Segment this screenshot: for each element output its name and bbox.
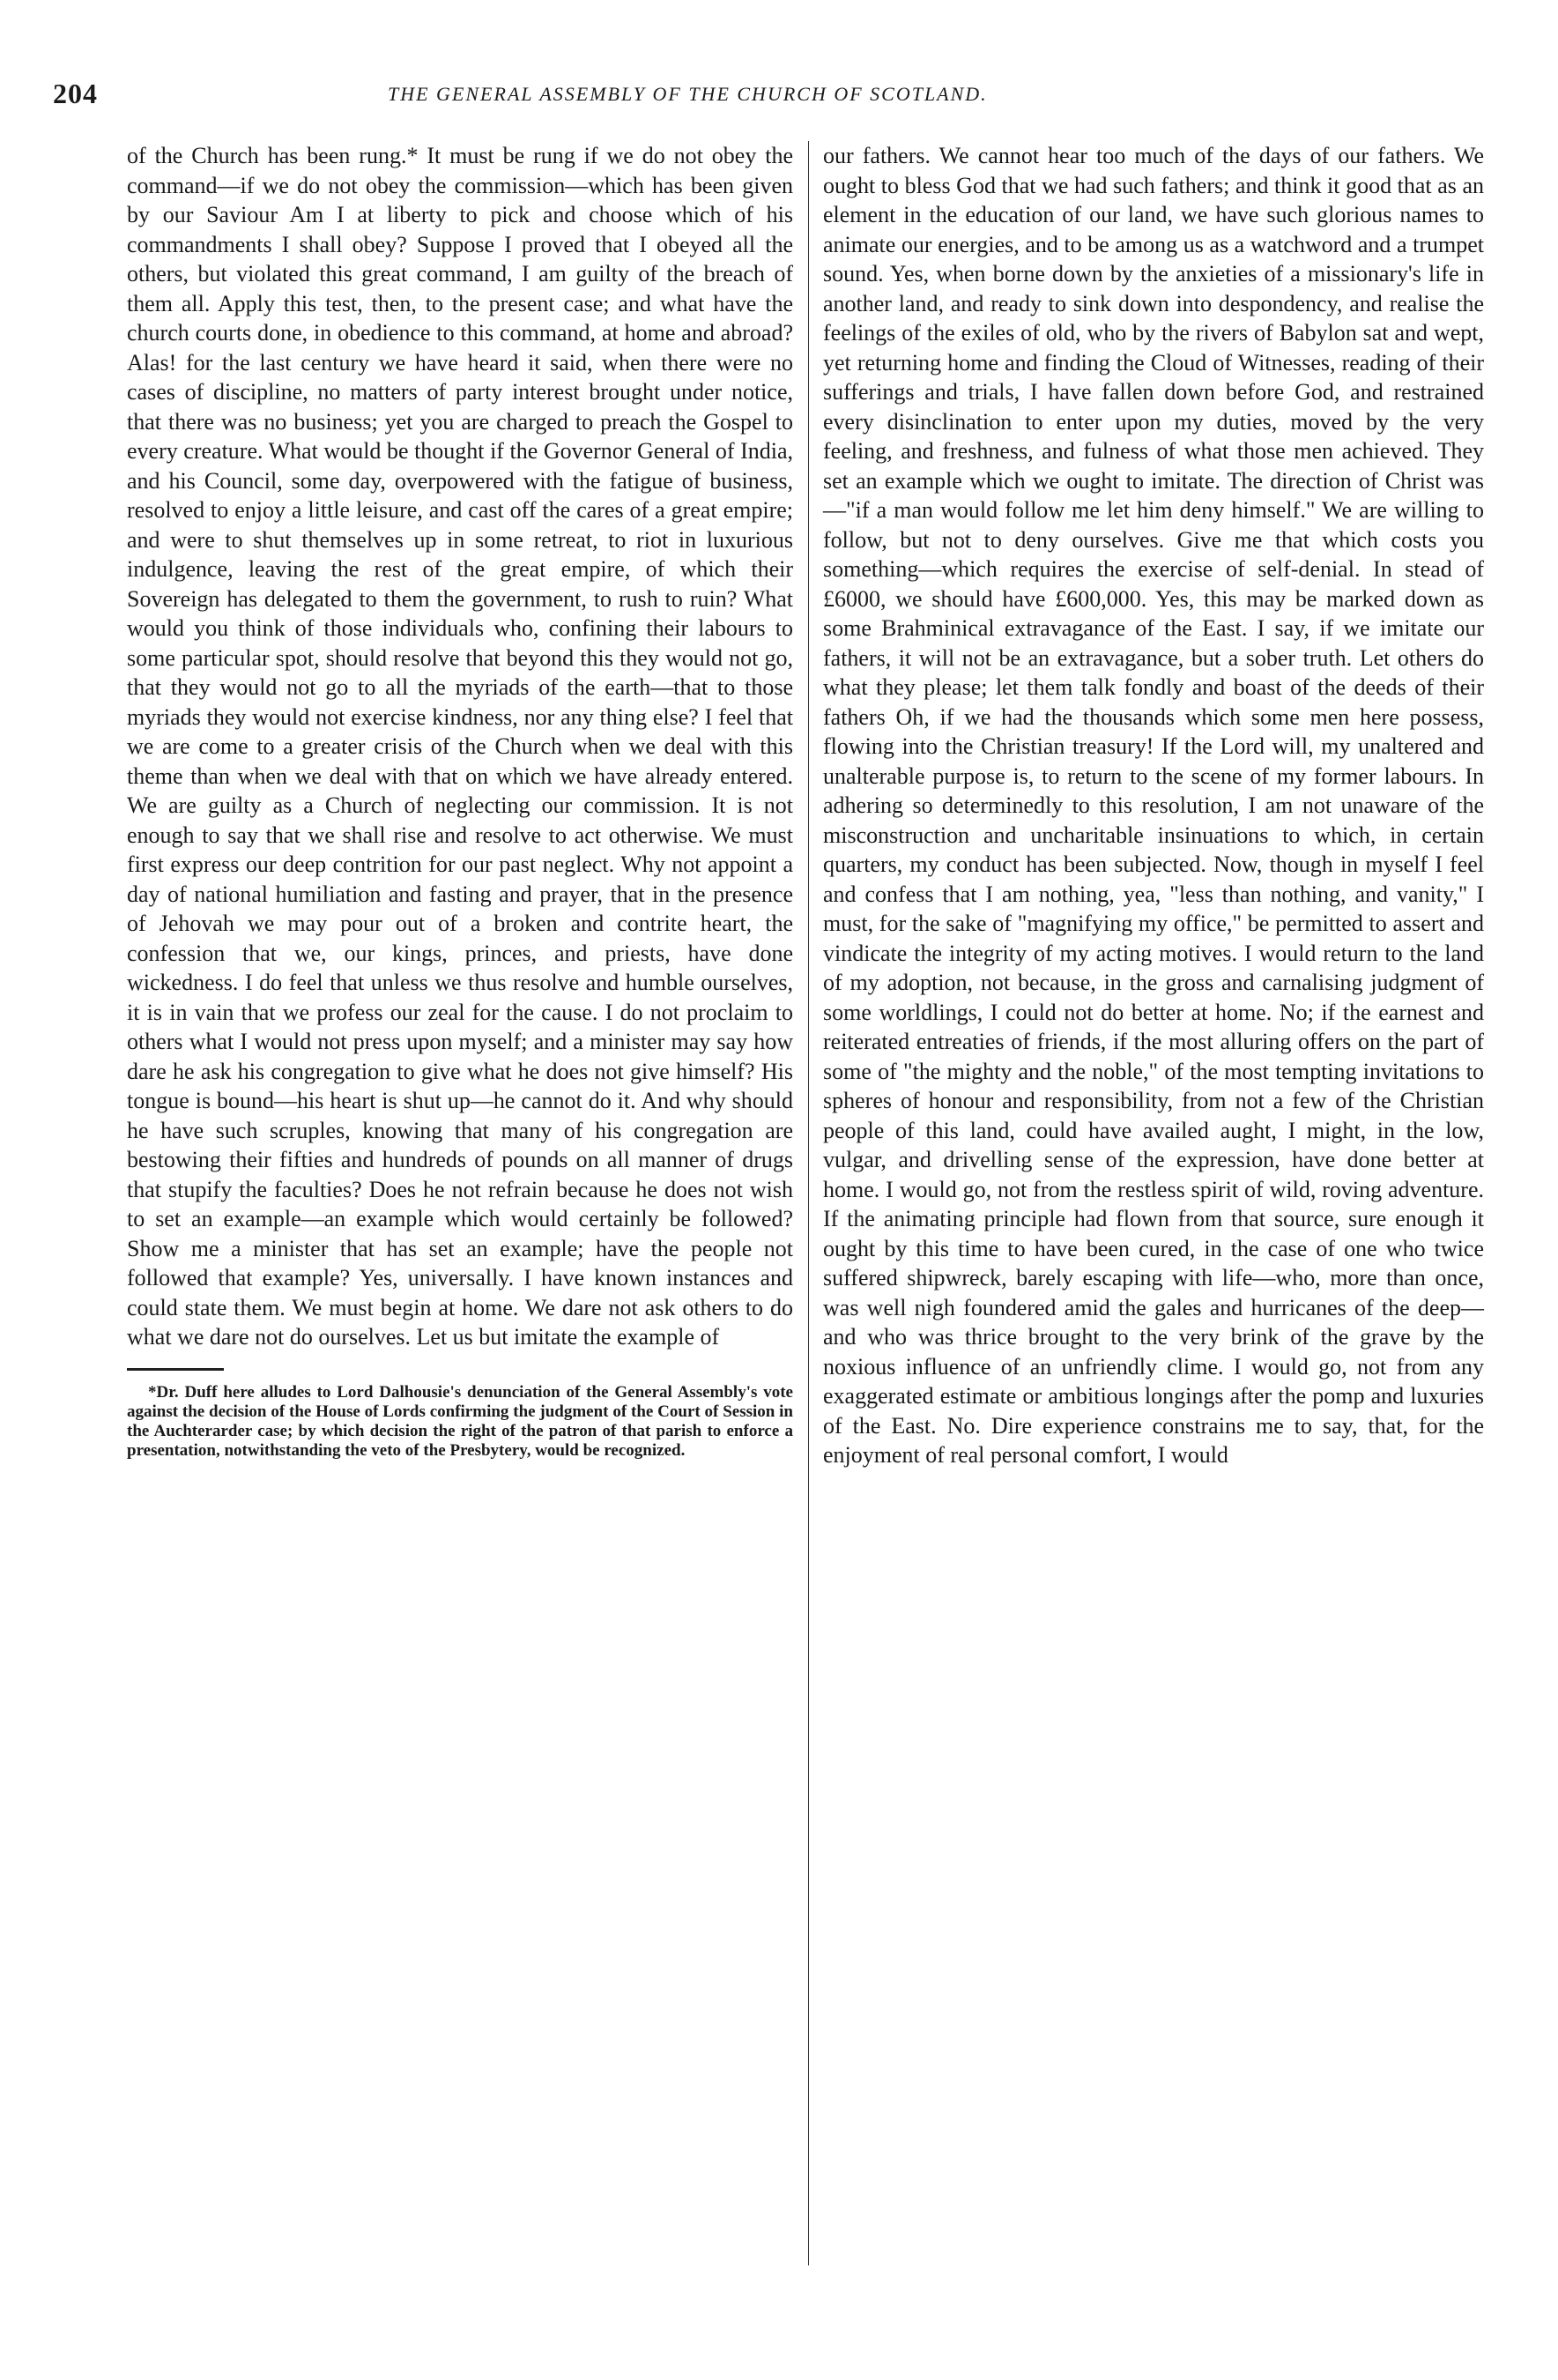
running-title: THE GENERAL ASSEMBLY OF THE CHURCH OF SCOTLAND. [388, 83, 988, 105]
right-column-text: our fathers. We cannot hear too much of the days of our fathers. We ought to bless God that we had such fathers; and think it good that as an element in the education of our land, we have such glorious names to animate our energies, and to be among us as a watchword and a trumpet sound. Yes, when borne down by the anxieties of a missionary's life in another land, and ready to sink down into despondency, and realise the feelings of the exiles of old, who by the rivers of Babylon sat and wept, yet returning home and finding the Cloud of Witnesses, reading of their sufferings and trials, I have fallen down before God, and restrained every disinclination to enter upon my duties, moved by the very feeling, and freshness, and fulness of what those men achieved. They set an example which we ought to imitate. The direction of Christ was—"if a man would follow me let him deny himself." We are willing to follow, but not to deny ourselves. Give me that which costs you something—which requires the exercise of self-denial. In stead of £6000, we should have £600,000. Yes, this may be marked down as some Brahminical extravagance of the East. I say, if we imitate our fathers, it will not be an extravagance, but a sober truth. Let others do what they please; let them talk fondly and boast of the deeds of their fathers Oh, if we had the thousands which some men here possess, flowing into the Christian treasury! If the Lord will, my unaltered and unalterable purpose is, to return to the scene of my former labours. In adhering so determinedly to this resolution, I am not unaware of the misconstruction and uncharitable insinuations to which, in certain quarters, my conduct has been subjected. Now, though in myself I feel and confess that I am nothing, yea, "less than nothing, and vanity," I must, for the sake of "magnifying my office," be permitted to assert and vindicate the integrity of my acting motives. I would return to the land of my adoption, not because, in the gross and carnalising judgment of some worldlings, I could not do better at home. No; if the earnest and reiterated entreaties of friends, if the most alluring offers on the part of some of "the mighty and the noble," of the most tempting invitations to spheres of honour and responsibility, from not a few of the Christian people of this land, could have availed aught, I might, in the low, vulgar, and drivelling sense of the expression, have done better at home. I would go, not from the restless spirit of wild, roving adventure. If the animating principle had flown from that source, sure enough it ought by this time to have been cured, in the case of one who twice suffered shipwreck, barely escaping with life—who, more than once, was well nigh foundered amid the gales and hurricanes of the deep—and who was thrice brought to the very brink of the grave by the noxious influence of an unfriendly clime. I would go, not from any exaggerated estimate or ambitious longings after the pomp and luxuries of the East. No. Dire experience constrains me to say, that, for the enjoyment of real personal comfort, I would [823, 143, 1484, 1468]
left-column-text: of the Church has been rung.* It must be rung if we do not obey the command—if we do not obey the commission—which has been given by our Saviour Am I at liberty to pick and choose which of his commandments I shall obey? Suppose I proved that I obeyed all the others, but violated this great command, I am guilty of the breach of them all. Apply this test, then, to the present case; and what have the church courts done, in obedience to this command, at home and abroad? Alas! for the last century we have heard it said, when there were no cases of discipline, no matters of party interest brought under notice, that there was no business; yet you are charged to preach the Gospel to every creature. What would be thought if the Governor General of India, and his Council, some day, overpowered with the fatigue of business, resolved to enjoy a little leisure, and cast off the cares of a great empire; and were to shut themselves up in some retreat, to riot in luxurious indulgence, leaving the rest of the great empire, of which their Sovereign has delegated to them the government, to rush to ruin? What would you think of those individuals who, confining their labours to some particular spot, should resolve that beyond this they would not go, that they would not go to all the myriads of the earth—that to those myriads they would not exercise kindness, nor any thing else? I feel that we are come to a greater crisis of the Church when we deal with this theme than when we deal with that on which we have already entered. We are guilty as a Church of neglecting our commission. It is not enough to say that we shall rise and resolve to act otherwise. We must first express our deep contrition for our past neglect. Why not appoint a day of national humiliation and fasting and prayer, that in the presence of Jehovah we may pour out of a broken and contrite heart, the confession that we, our kings, princes, and priests, have done wickedness. I do feel that unless we thus resolve and humble ourselves, it is in vain that we profess our zeal for the cause. I do not proclaim to others what I would not press upon myself; and a minister may say how dare he ask his congregation to give what he does not give himself? His tongue is bound—his heart is shut up—he cannot do it. And why should he have such scruples, knowing that many of his congregation are bestowing their fifties and hundreds of pounds on all manner of drugs that stupify the faculties? Does he not refrain because he does not wish to set an example—an example which would certainly be followed? Show me a minister that has set an example; have the people not followed that example? Yes, universally. I have known instances and could state them. We must begin at home. We dare not ask others to do what we dare not do ourselves. Let us but imitate the example of [127, 143, 793, 1350]
footnote-rule [127, 1368, 224, 1371]
right-column [823, 141, 1484, 1470]
running-head [53, 78, 1463, 113]
footnote: *Dr. Duff here alludes to Lord Dalhousie's denunciation of the General Assembly's vote against the decision of the House of Lords confirming the judgment of the Court of Session in the Auchterarder case; by which decision the right of the patron of that parish to enforce a presentation, notwithstanding the veto of the Presbytery, would be recognized. [127, 1382, 793, 1460]
column-divider [808, 141, 809, 2265]
page-number: 204 [53, 78, 98, 109]
left-column [127, 141, 793, 1461]
